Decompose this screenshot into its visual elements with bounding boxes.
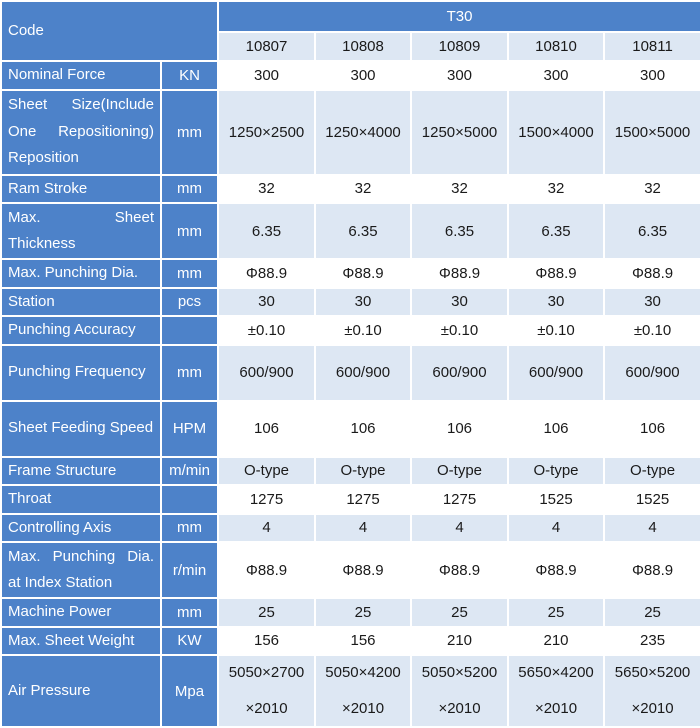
row-unit: [161, 485, 218, 514]
row-label: Punching Accuracy: [1, 316, 161, 345]
row-value: 4: [508, 514, 604, 543]
row-value: 30: [508, 288, 604, 317]
table-row: [1, 316, 700, 345]
row-value: Φ88.9: [508, 542, 604, 598]
row-value: 600/900: [604, 345, 700, 401]
row-value: O-type: [508, 457, 604, 486]
row-value: Φ88.9: [315, 542, 411, 598]
row-unit: mm: [161, 598, 218, 627]
row-label: Max. Sheet Weight: [1, 627, 161, 656]
row-value: 1250×5000: [411, 90, 508, 175]
table-row: [1, 90, 700, 175]
row-value: 106: [604, 401, 700, 457]
row-value: 25: [411, 598, 508, 627]
row-unit: [161, 316, 218, 345]
row-value: 25: [218, 598, 315, 627]
row-value: 235: [604, 627, 700, 656]
row-value: 1275: [218, 485, 315, 514]
table-row: [1, 627, 700, 656]
header-series-row: [1, 1, 700, 32]
row-value: O-type: [604, 457, 700, 486]
table-row: [1, 655, 700, 727]
row-value: O-type: [218, 457, 315, 486]
table-row: [1, 485, 700, 514]
row-value: 30: [411, 288, 508, 317]
row-label: Throat: [1, 485, 161, 514]
table-row: [1, 175, 700, 204]
row-value: [411, 655, 508, 727]
table-row: [1, 345, 700, 401]
row-label: Ram Stroke: [1, 175, 161, 204]
row-value: 4: [604, 514, 700, 543]
row-value: 25: [508, 598, 604, 627]
row-value: [508, 655, 604, 727]
row-value: 300: [218, 61, 315, 90]
row-value: 106: [218, 401, 315, 457]
row-unit: m/min: [161, 457, 218, 486]
model-code: 10807: [218, 32, 315, 61]
table-row: [1, 542, 700, 598]
row-value: ±0.10: [218, 316, 315, 345]
row-value: ±0.10: [508, 316, 604, 345]
value-line: 5650×4200: [518, 664, 594, 681]
row-value: 32: [411, 175, 508, 204]
value-line: ×2010: [534, 700, 578, 717]
table-row: [1, 288, 700, 317]
row-value: ±0.10: [604, 316, 700, 345]
row-unit: mm: [161, 90, 218, 175]
row-value: 1250×2500: [218, 90, 315, 175]
row-value: 600/900: [508, 345, 604, 401]
row-value: 32: [604, 175, 700, 204]
line-spacer: [412, 682, 507, 700]
row-value: [604, 655, 700, 727]
value-line: 5050×2700: [228, 664, 305, 681]
row-label: Machine Power: [1, 598, 161, 627]
row-value: 210: [411, 627, 508, 656]
row-value: 600/900: [411, 345, 508, 401]
row-value: 32: [218, 175, 315, 204]
row-value: 1500×5000: [604, 90, 700, 175]
value-line: ×2010: [245, 700, 288, 717]
model-code: 10810: [508, 32, 604, 61]
row-value: 6.35: [508, 203, 604, 259]
value-line: ×2010: [341, 700, 385, 717]
row-value: Φ88.9: [411, 542, 508, 598]
row-value: 1275: [411, 485, 508, 514]
row-value: 156: [218, 627, 315, 656]
row-value: 6.35: [411, 203, 508, 259]
row-label: Sheet Size(Include One Repositioning) Reposition: [1, 90, 161, 175]
value-line: 5050×5200: [421, 664, 498, 681]
row-value: 106: [315, 401, 411, 457]
row-value: Φ88.9: [315, 259, 411, 288]
value-line: 5050×4200: [325, 664, 401, 681]
value-line: 5650×5200: [614, 664, 691, 681]
row-unit: HPM: [161, 401, 218, 457]
line-spacer: [605, 682, 700, 700]
model-code: 10808: [315, 32, 411, 61]
row-value: 1500×4000: [508, 90, 604, 175]
row-value: 1525: [508, 485, 604, 514]
row-value: 32: [315, 175, 411, 204]
line-spacer: [509, 682, 603, 700]
row-value: 32: [508, 175, 604, 204]
row-unit: KW: [161, 627, 218, 656]
row-value: 30: [604, 288, 700, 317]
row-value: 300: [508, 61, 604, 90]
value-line: ×2010: [631, 700, 674, 717]
row-label: Nominal Force: [1, 61, 161, 90]
row-unit: pcs: [161, 288, 218, 317]
row-value: O-type: [315, 457, 411, 486]
row-value: 600/900: [218, 345, 315, 401]
row-value: O-type: [411, 457, 508, 486]
row-value: 106: [411, 401, 508, 457]
row-value: 300: [315, 61, 411, 90]
table-row: [1, 61, 700, 90]
row-value: 25: [604, 598, 700, 627]
row-value: 4: [411, 514, 508, 543]
row-value: Φ88.9: [604, 542, 700, 598]
row-label: Punching Frequency: [1, 345, 161, 401]
row-label: Station: [1, 288, 161, 317]
row-label: Controlling Axis: [1, 514, 161, 543]
row-value: 1525: [604, 485, 700, 514]
row-value: 25: [315, 598, 411, 627]
row-label: Air Pressure: [1, 655, 161, 727]
row-value: [218, 655, 315, 727]
row-value: 600/900: [315, 345, 411, 401]
row-value: 30: [315, 288, 411, 317]
table-row: [1, 598, 700, 627]
row-unit: mm: [161, 175, 218, 204]
row-value: 106: [508, 401, 604, 457]
row-value: ±0.10: [411, 316, 508, 345]
row-value: 6.35: [218, 203, 315, 259]
row-label: Max. Sheet Thickness: [1, 203, 161, 259]
row-value: 1250×4000: [315, 90, 411, 175]
line-spacer: [219, 682, 314, 700]
row-value: 156: [315, 627, 411, 656]
row-unit: KN: [161, 61, 218, 90]
row-value: ±0.10: [315, 316, 411, 345]
table-row: [1, 457, 700, 486]
row-unit: mm: [161, 259, 218, 288]
row-label: Max. Punching Dia. at Index Station: [1, 542, 161, 598]
table-row: [1, 259, 700, 288]
row-label: Sheet Feeding Speed: [1, 401, 161, 457]
row-label: Max. Punching Dia.: [1, 259, 161, 288]
row-unit: Mpa: [161, 655, 218, 727]
row-value: 6.35: [604, 203, 700, 259]
value-line: ×2010: [438, 700, 481, 717]
table-row: [1, 514, 700, 543]
row-value: 1275: [315, 485, 411, 514]
row-value: Φ88.9: [604, 259, 700, 288]
row-value: 4: [218, 514, 315, 543]
table-row: [1, 401, 700, 457]
table-row: [1, 203, 700, 259]
line-spacer: [316, 682, 410, 700]
code-header: Code: [1, 1, 218, 61]
row-unit: mm: [161, 345, 218, 401]
row-value: 30: [218, 288, 315, 317]
row-value: Φ88.9: [411, 259, 508, 288]
row-value: Φ88.9: [508, 259, 604, 288]
model-code: 10811: [604, 32, 700, 61]
row-value: [315, 655, 411, 727]
row-value: 210: [508, 627, 604, 656]
row-unit: mm: [161, 203, 218, 259]
row-value: 4: [315, 514, 411, 543]
row-value: 6.35: [315, 203, 411, 259]
series-header: T30: [218, 1, 700, 32]
model-code: 10809: [411, 32, 508, 61]
row-value: 300: [411, 61, 508, 90]
row-value: Φ88.9: [218, 259, 315, 288]
row-unit: r/min: [161, 542, 218, 598]
row-unit: mm: [161, 514, 218, 543]
row-value: 300: [604, 61, 700, 90]
row-label: Frame Structure: [1, 457, 161, 486]
row-value: Φ88.9: [218, 542, 315, 598]
